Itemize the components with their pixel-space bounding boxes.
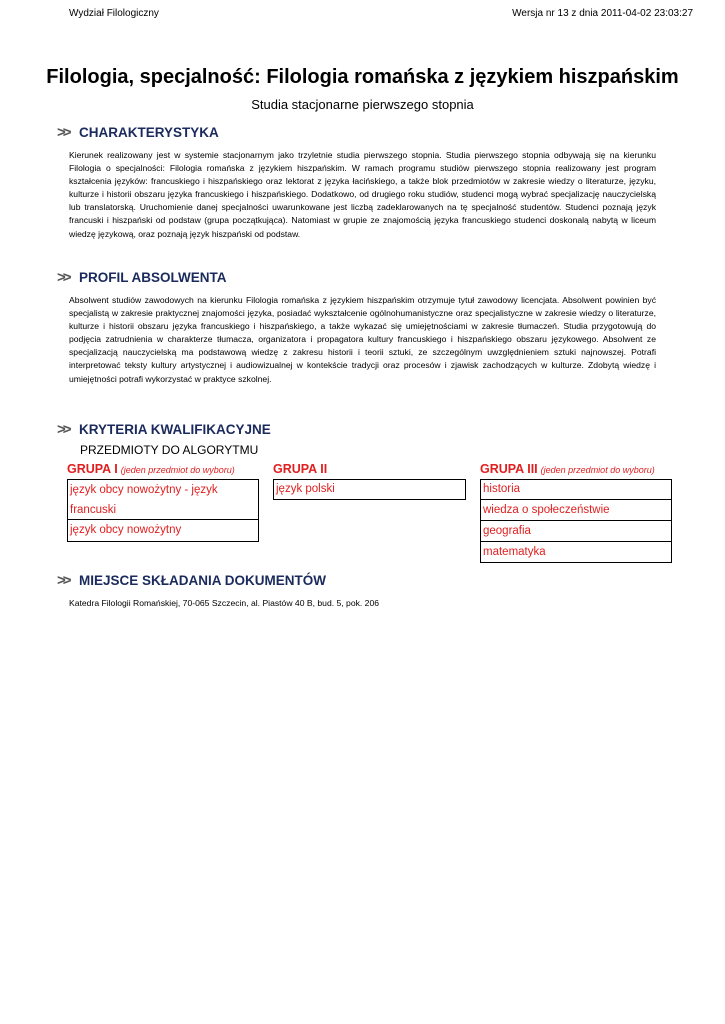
section-charakterystyka [57,124,687,241]
header-faculty: Wydział Filologiczny [69,8,159,19]
section-profil-absolwenta [57,269,687,386]
group-item: historia [481,480,671,500]
group-name: GRUPA I [67,462,118,476]
group-name: GRUPA II [273,462,328,476]
section-heading: CHARAKTERYSTYKA [79,125,219,140]
group-3 [480,462,672,563]
page-subtitle: Studia stacjonarne pierwszego stopnia [251,97,474,112]
group-table [273,479,466,500]
chevron-double-right-icon: >> [57,572,69,589]
group-table [67,479,259,542]
group-item: język polski [276,483,335,495]
group-item: język obcy nowożytny - język francuski [68,480,258,520]
group-note: (jeden przedmiot do wyboru) [120,465,235,475]
group-2 [273,462,466,500]
section-text: Katedra Filologii Romańskiej, 70-065 Szczecin, al. Piastów 40 B, bud. 5, pok. 206 [69,598,380,608]
chevron-double-right-icon: >> [57,124,69,141]
page-title: Filologia, specjalność: Filologia romańska z językiem hiszpańskim [46,66,679,88]
group-item: matematyka [483,546,546,558]
section-miejsce [57,572,687,610]
section-kryteria [57,421,687,438]
group-item: język obcy nowożytny [70,524,182,536]
header-version: Wersja nr 13 z dnia 2011-04-02 23:03:27 [512,8,693,19]
chevron-double-right-icon: >> [57,421,69,438]
group-name: GRUPA III [480,462,538,476]
section-heading: KRYTERIA KWALIFIKACYJNE [79,422,271,437]
section-heading: PROFIL ABSOLWENTA [79,270,227,285]
group-item: geografia [481,521,671,542]
chevron-double-right-icon: >> [57,269,69,286]
section-text: Kierunek realizowany jest w systemie stacjonarnym jako trzyletnie studia pierwszego stopnia. Studia pierwszego stopnia odbywają się na kierunku Filologia o specjalności: Filologia romańska z językiem hiszpańskim. W ramach programu studiów pierwszego stopnia realizowany jest program kształcenia języków: francuskiego i hiszpańskiego oraz lektorat z języka łacińskiego, a także blok przedmiotów w zakresie wiedzy o literaturze, języku, kulturze i historii obszaru języka francuskiego i hiszpańskiego. Dodatkowo, od drugiego roku studiów, studenci mogą wybrać specjalizację nauczycielską lub translatorską. Uruchomienie danej specjalności uwarunkowane jest liczbą zadeklarowanych na tę specjalność studentów. Studenci poznają język francuski i hiszpański od podstaw (grupa początkująca). Natomiast w grupie ze znajomością języka francuskiego studenci doskonalą nabytą w liceum wiedzę językową, oraz poznają język hiszpański od podstaw. [69,150,656,239]
group-item: wiedza o społeczeństwie [481,500,671,521]
section-text: Absolwent studiów zawodowych na kierunku Filologia romańska z językiem hiszpańskim otrzymuje tytuł zawodowy licencjata. Absolwent powinien być specjalistą w zakresie praktycznej znajomości języka, posiadać wykształcenie ogólnohumanistyczne oraz specjalistyczne w zakresie wiedzy o literaturze, kulturze i historii obszaru języka francuskiego i hiszpańskiego, a także wykazać się umiejętnościami w zakresie tłumaczeń. Studia przygotowują do podjęcia zatrudnienia w charakterze tłumacza, organizatora i propagatora kultury francuskiego i hiszpańskiego obszaru językowego. Absolwent ze specjalizacją nauczycielską ma podstawową wiedzę z zakresu historii i teorii sztuki, ze szczególnym uwzględnieniem sztuki najnowszej. Potrafi interpretować teksty kultury artystycznej i audiowizualnej w kontekście tradycji oraz procesów i zjawisk zachodzących w kulturze. Zdobytą wiedzę i umiejętności potrafi wykorzystać w praktyce szkolnej. [69,295,656,384]
algorithm-subjects-label: PRZEDMIOTY DO ALGORYTMU [80,443,259,457]
section-heading: MIEJSCE SKŁADANIA DOKUMENTÓW [79,573,327,588]
group-table [480,479,672,563]
group-1 [67,462,259,542]
group-note: (jeden przedmiot do wyboru) [540,465,655,475]
